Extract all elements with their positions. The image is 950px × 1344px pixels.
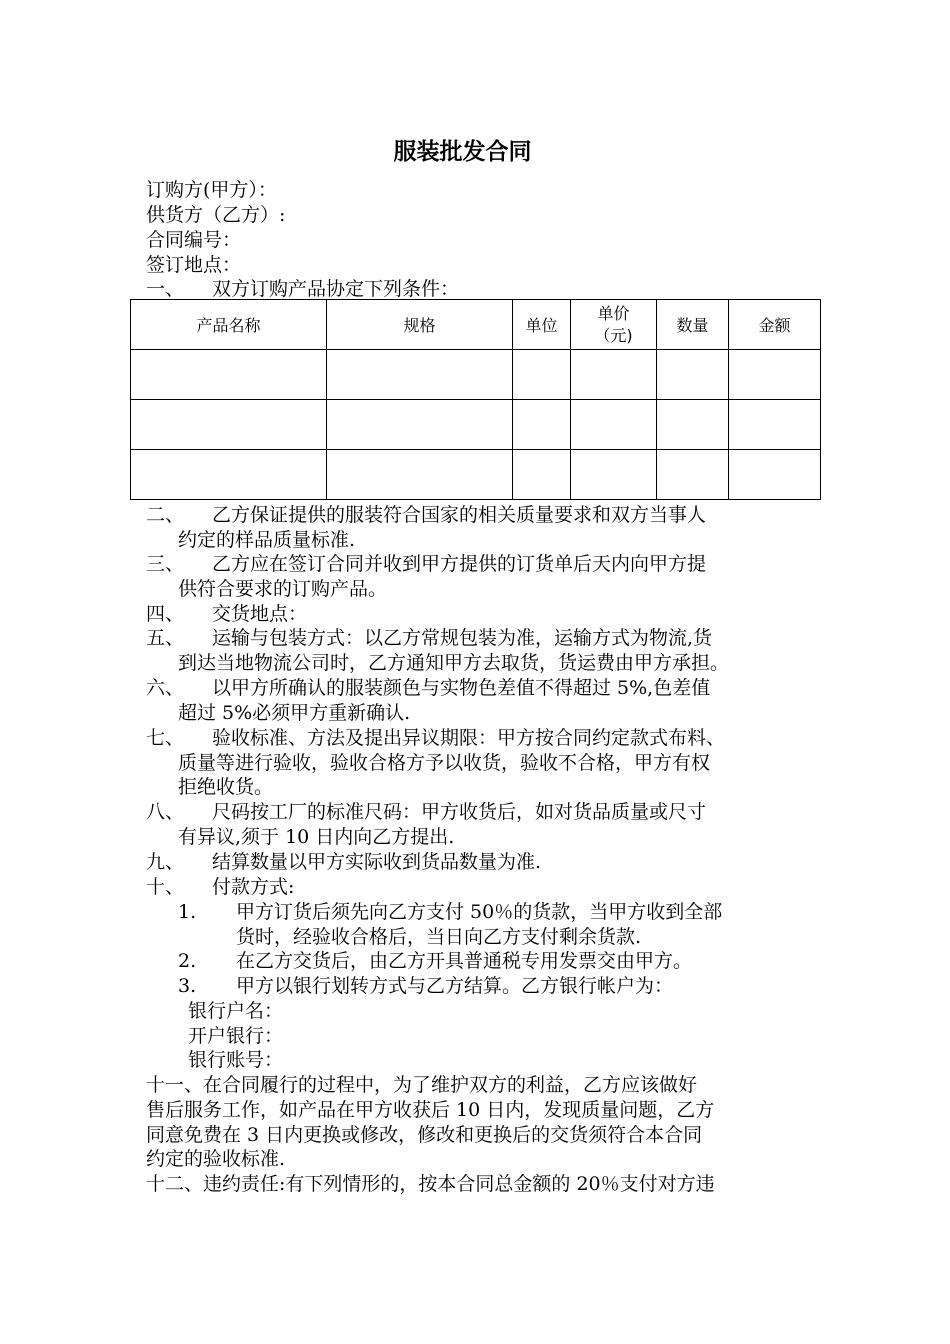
table-cell — [571, 400, 657, 450]
header-unit-price — [571, 300, 657, 350]
table-cell — [571, 350, 657, 400]
contract-number-line: 合同编号： — [146, 229, 242, 251]
clause-11-line-4: 约定的验收标准. — [146, 1148, 286, 1170]
clause-number: 六、 — [146, 677, 185, 699]
clause-7-line-2: 质量等进行验收，验收合格方予以收货，验收不合格，甲方有权 — [178, 752, 711, 774]
payment-item-1-line-1 — [178, 899, 722, 925]
clause-6-line-2: 超过 5%必须甲方重新确认. — [178, 702, 411, 724]
payment-item-3 — [178, 973, 673, 999]
item-number: 2. — [178, 950, 197, 972]
table-cell — [729, 350, 821, 400]
clause-number: 五、 — [146, 627, 185, 649]
clause-text: 乙方应在签订合同并收到甲方提供的订货单后天内向甲方提 — [212, 553, 707, 575]
clause-number: 八、 — [146, 801, 185, 823]
signing-location-line: 签订地点： — [146, 254, 242, 276]
clause-9 — [146, 849, 541, 875]
header-quantity: 数量 — [657, 300, 729, 350]
table-cell — [657, 450, 729, 500]
buyer-line: 订购方(甲方）： — [146, 179, 277, 201]
header-amount: 金额 — [729, 300, 821, 350]
clause-2-line-2: 约定的样品质量标准. — [178, 529, 356, 551]
header-product-name: 产品名称 — [131, 300, 327, 350]
seller-line: 供货方（乙方）: — [146, 204, 286, 226]
clause-4 — [146, 601, 307, 627]
table-cell — [571, 450, 657, 500]
order-table — [130, 299, 821, 500]
clause-6-line-1 — [146, 675, 710, 701]
clause-5-line-1 — [146, 625, 712, 651]
bank-opening-branch: 开户银行： — [188, 1025, 284, 1047]
table-cell — [513, 450, 571, 500]
clause-10 — [146, 874, 294, 900]
clause-3-line-2: 供符合要求的订购产品。 — [178, 578, 388, 600]
clause-number: 七、 — [146, 727, 185, 749]
clause-11-line-2: 售后服务工作，如产品在甲方收获后 10 日内，发现质量问题，乙方 — [146, 1099, 715, 1121]
clause-5-line-2: 到达当地物流公司时，乙方通知甲方去取货，货运费由甲方承担。 — [178, 652, 730, 674]
clause-number: 一、 — [146, 278, 185, 300]
clause-text: 验收标准、方法及提出异议期限：甲方按合同约定款式布料、 — [212, 727, 726, 749]
header-spec: 规格 — [327, 300, 513, 350]
clause-8-line-2: 有异议,须于 10 日内向乙方提出. — [178, 826, 455, 848]
clause-number: 十、 — [146, 876, 185, 898]
clause-11-line-1: 十一、在合同履行的过程中，为了维护双方的利益，乙方应该做好 — [146, 1074, 698, 1096]
clause-text: 双方订购产品协定下列条件： — [212, 278, 460, 300]
clause-11-line-3: 同意免费在 3 日内更换或修改，修改和更换后的交货须符合本合同 — [146, 1124, 703, 1146]
table-row — [131, 400, 821, 450]
unit-price-label: 单价（元) — [594, 303, 633, 345]
table-cell — [327, 350, 513, 400]
table-cell — [327, 400, 513, 450]
clause-3-line-1 — [146, 551, 706, 577]
clause-number: 九、 — [146, 851, 185, 873]
clause-12-line-1: 十二、违约责任:有下列情形的，按本合同总金额的 20％支付对方违 — [146, 1173, 715, 1195]
payment-item-2 — [178, 948, 692, 974]
table-cell — [327, 450, 513, 500]
clause-number: 三、 — [146, 553, 185, 575]
table-cell — [513, 400, 571, 450]
table-cell — [131, 350, 327, 400]
clause-number: 二、 — [146, 504, 185, 526]
clause-text: 交货地点： — [212, 603, 308, 625]
clause-text: 尺码按工厂的标准尺码：甲方收货后，如对货品质量或尺寸 — [212, 801, 707, 823]
bank-account-number: 银行账号： — [188, 1049, 284, 1071]
table-row — [131, 350, 821, 400]
item-text: 在乙方交货后，由乙方开具普通税专用发票交由甲方。 — [236, 950, 693, 972]
clause-text: 乙方保证提供的服装符合国家的相关质量要求和双方当事人 — [212, 504, 707, 526]
table-cell — [729, 450, 821, 500]
table-cell — [657, 350, 729, 400]
table-cell — [131, 450, 327, 500]
table-cell — [729, 400, 821, 450]
item-number: 1. — [178, 901, 197, 923]
clause-7-line-3: 拒绝收货。 — [178, 776, 274, 798]
item-text: 甲方订货后须先向乙方支付 50％的货款，当甲方收到全部 — [236, 901, 723, 923]
document-title: 服装批发合同 — [393, 139, 532, 165]
table-cell — [657, 400, 729, 450]
clause-number: 四、 — [146, 603, 185, 625]
clause-text: 付款方式: — [212, 876, 295, 898]
item-text: 甲方以银行划转方式与乙方结算。乙方银行帐户为： — [236, 975, 674, 997]
table-cell — [513, 350, 571, 400]
table-cell — [131, 400, 327, 450]
header-unit: 单位 — [513, 300, 571, 350]
item-number: 3. — [178, 975, 197, 997]
clause-7-line-1 — [146, 725, 725, 751]
table-header-row — [131, 300, 821, 350]
clause-8-line-1 — [146, 799, 706, 825]
bank-account-name: 银行户名： — [188, 1000, 284, 1022]
payment-item-1-line-2: 货时，经验收合格后，当日向乙方支付剩余货款. — [236, 926, 642, 948]
clause-text: 运输与包装方式：以乙方常规包装为准，运输方式为物流,货 — [212, 627, 713, 649]
table-row — [131, 450, 821, 500]
clause-text: 以甲方所确认的服装颜色与实物色差值不得超过 5%,色差值 — [212, 677, 711, 699]
clause-2-line-1 — [146, 502, 706, 528]
clause-text: 结算数量以甲方实际收到货品数量为准. — [212, 851, 542, 873]
